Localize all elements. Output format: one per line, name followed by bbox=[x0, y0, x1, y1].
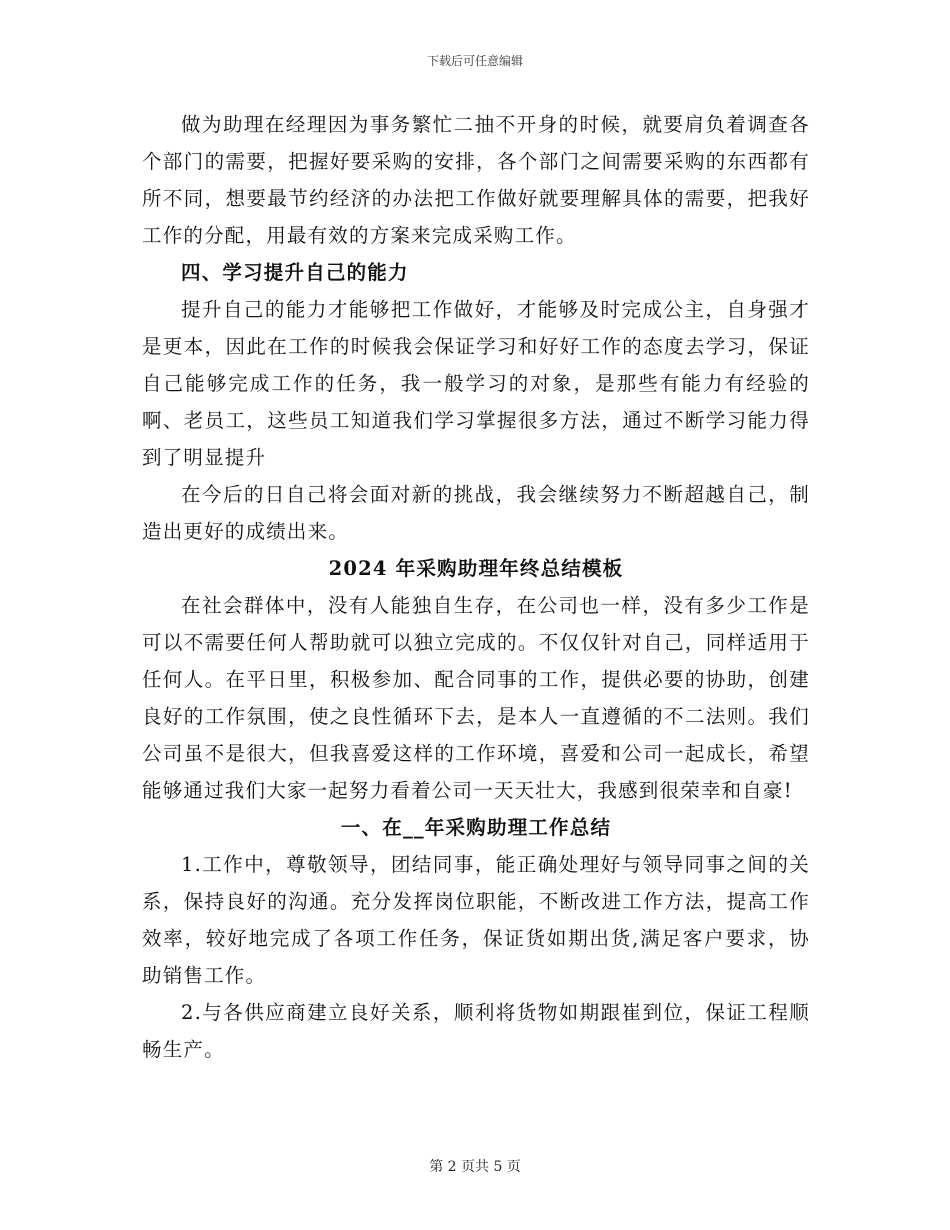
page-header: 下载后可任意编辑 bbox=[426, 54, 523, 68]
page-footer: 第 2 页共 5 页 bbox=[429, 1159, 521, 1175]
list-item-2: 2.与各供应商建立良好关系，顺利将货物如期跟崔到位，保证工程顺畅生产。 bbox=[142, 1001, 810, 1061]
paragraph-teamwork: 在社会群体中，没有人能独自生存，在公司也一样，没有多少工作是可以不需要任何人帮助就可以独立完成的。不仅仅针对自己，同样适用于任何人。在平日里，积极参加、配合同事的工作，提供必要的协助，创建良好的工作氛围，使之良性循环下去，是本人一直遵循的不二法则。我们公司虽不是很大，但我喜爱这样的工作环境，喜爱和公司一起成长，希望能够通过我们大家一起努力看着公司一天天壮大，我感到很荣幸和自豪! bbox=[142, 594, 810, 802]
document-title: 2024 年采购助理年终总结模板 bbox=[328, 557, 624, 580]
paragraph-assistant-duties: 做为助理在经理因为事务繁忙二抽不开身的时候，就要肩负着调查各个部门的需要，把握好要采购的安排，各个部门之间需要采购的东西都有所不同，想要最节约经济的办法把工作做好就要理解具体的需要，把我好工作的分配，用最有效的方案来完成采购工作。 bbox=[142, 113, 810, 247]
list-item-1: 1.工作中，尊敬领导，团结同事，能正确处理好与领导同事之间的关系，保持良好的沟通。充分发挥岗位职能，不断改进工作方法，提高工作效率，较好地完成了各项工作任务，保证货如期出货,满足客户要求，协助销售工作。 bbox=[142, 853, 810, 987]
paragraph-learning: 提升自己的能力才能够把工作做好，才能够及时完成公主，自身强才是更本，因此在工作的时候我会保证学习和好好工作的态度去学习，保证自己能够完成工作的任务，我一般学习的对象，是那些有能力有经验的啊、老员工，这些员工知道我们学习掌握很多方法，通过不断学习能力得到了明显提升 bbox=[142, 298, 810, 469]
section-heading-improve-ability: 四、学习提升自己的能力 bbox=[181, 261, 409, 284]
section-heading-work-summary: 一、在__年采购助理工作总结 bbox=[340, 816, 612, 839]
document-body bbox=[142, 106, 810, 1068]
paragraph-future: 在今后的日自己将会面对新的挑战，我会继续努力不断超越自己，制造出更好的成绩出来。 bbox=[142, 483, 810, 543]
